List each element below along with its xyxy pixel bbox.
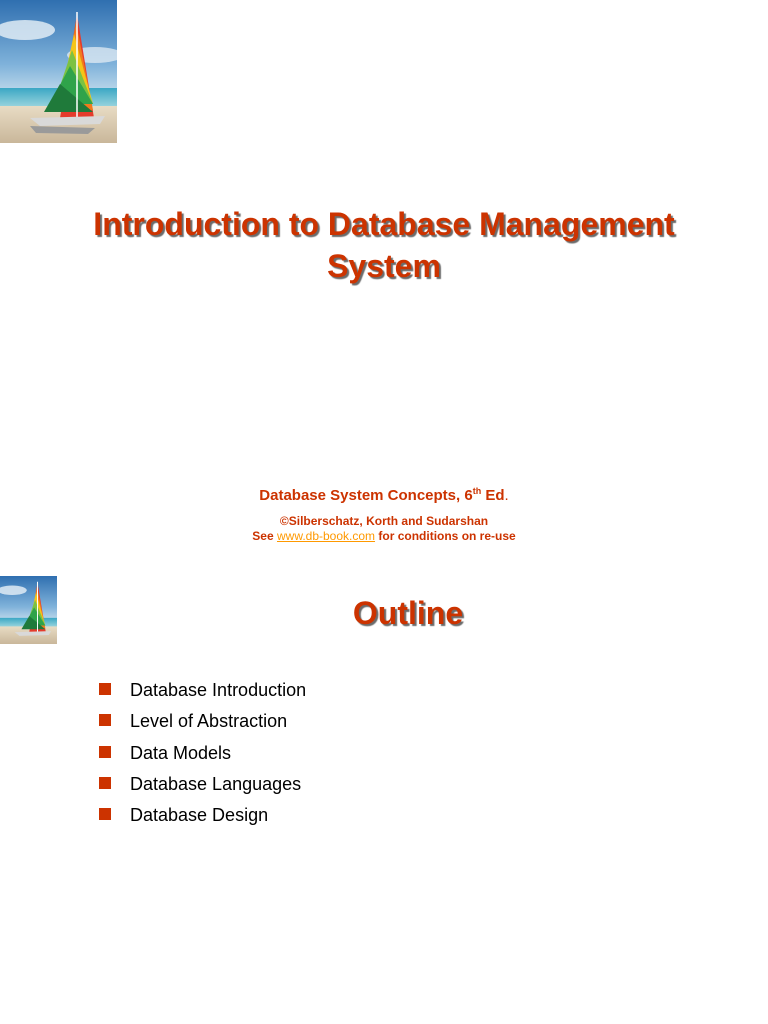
list-item-label: Database Languages [130,773,302,794]
sailboat-logo-large [0,0,117,143]
edition-superscript: th [472,486,482,496]
slide-title: Introduction to Database Management System [93,206,675,284]
list-item-label: Database Introduction [130,680,307,700]
credits [0,514,768,544]
square-bullet-icon [99,714,111,726]
list-item [99,679,306,710]
reuse-line [0,529,768,544]
sailboat-logo-small [0,576,57,644]
outline-title: Outline [352,595,464,631]
square-bullet-icon [99,683,111,695]
list-item-label: Data Models [130,742,232,763]
list-item-label: Level of Abstraction [130,711,288,732]
list-item [99,773,306,804]
db-book-link[interactable]: www.db-book.com [276,529,376,543]
copyright-line: ©Silberschatz, Korth and Sudarshan [279,514,489,528]
see-suffix: for conditions on re-use [375,529,516,543]
square-bullet-icon [99,808,111,820]
square-bullet-icon [99,777,111,789]
book-reference [0,486,768,504]
list-item-label: Database Design [130,805,269,826]
edition-label: Ed [481,487,505,504]
book-period: . [504,487,509,504]
book-title: Database System Concepts, 6 [259,487,473,504]
list-item [99,742,306,773]
list-item [99,804,306,835]
list-item [99,710,306,741]
square-bullet-icon [99,746,111,758]
see-prefix: See [252,529,277,543]
outline-list [99,679,306,835]
